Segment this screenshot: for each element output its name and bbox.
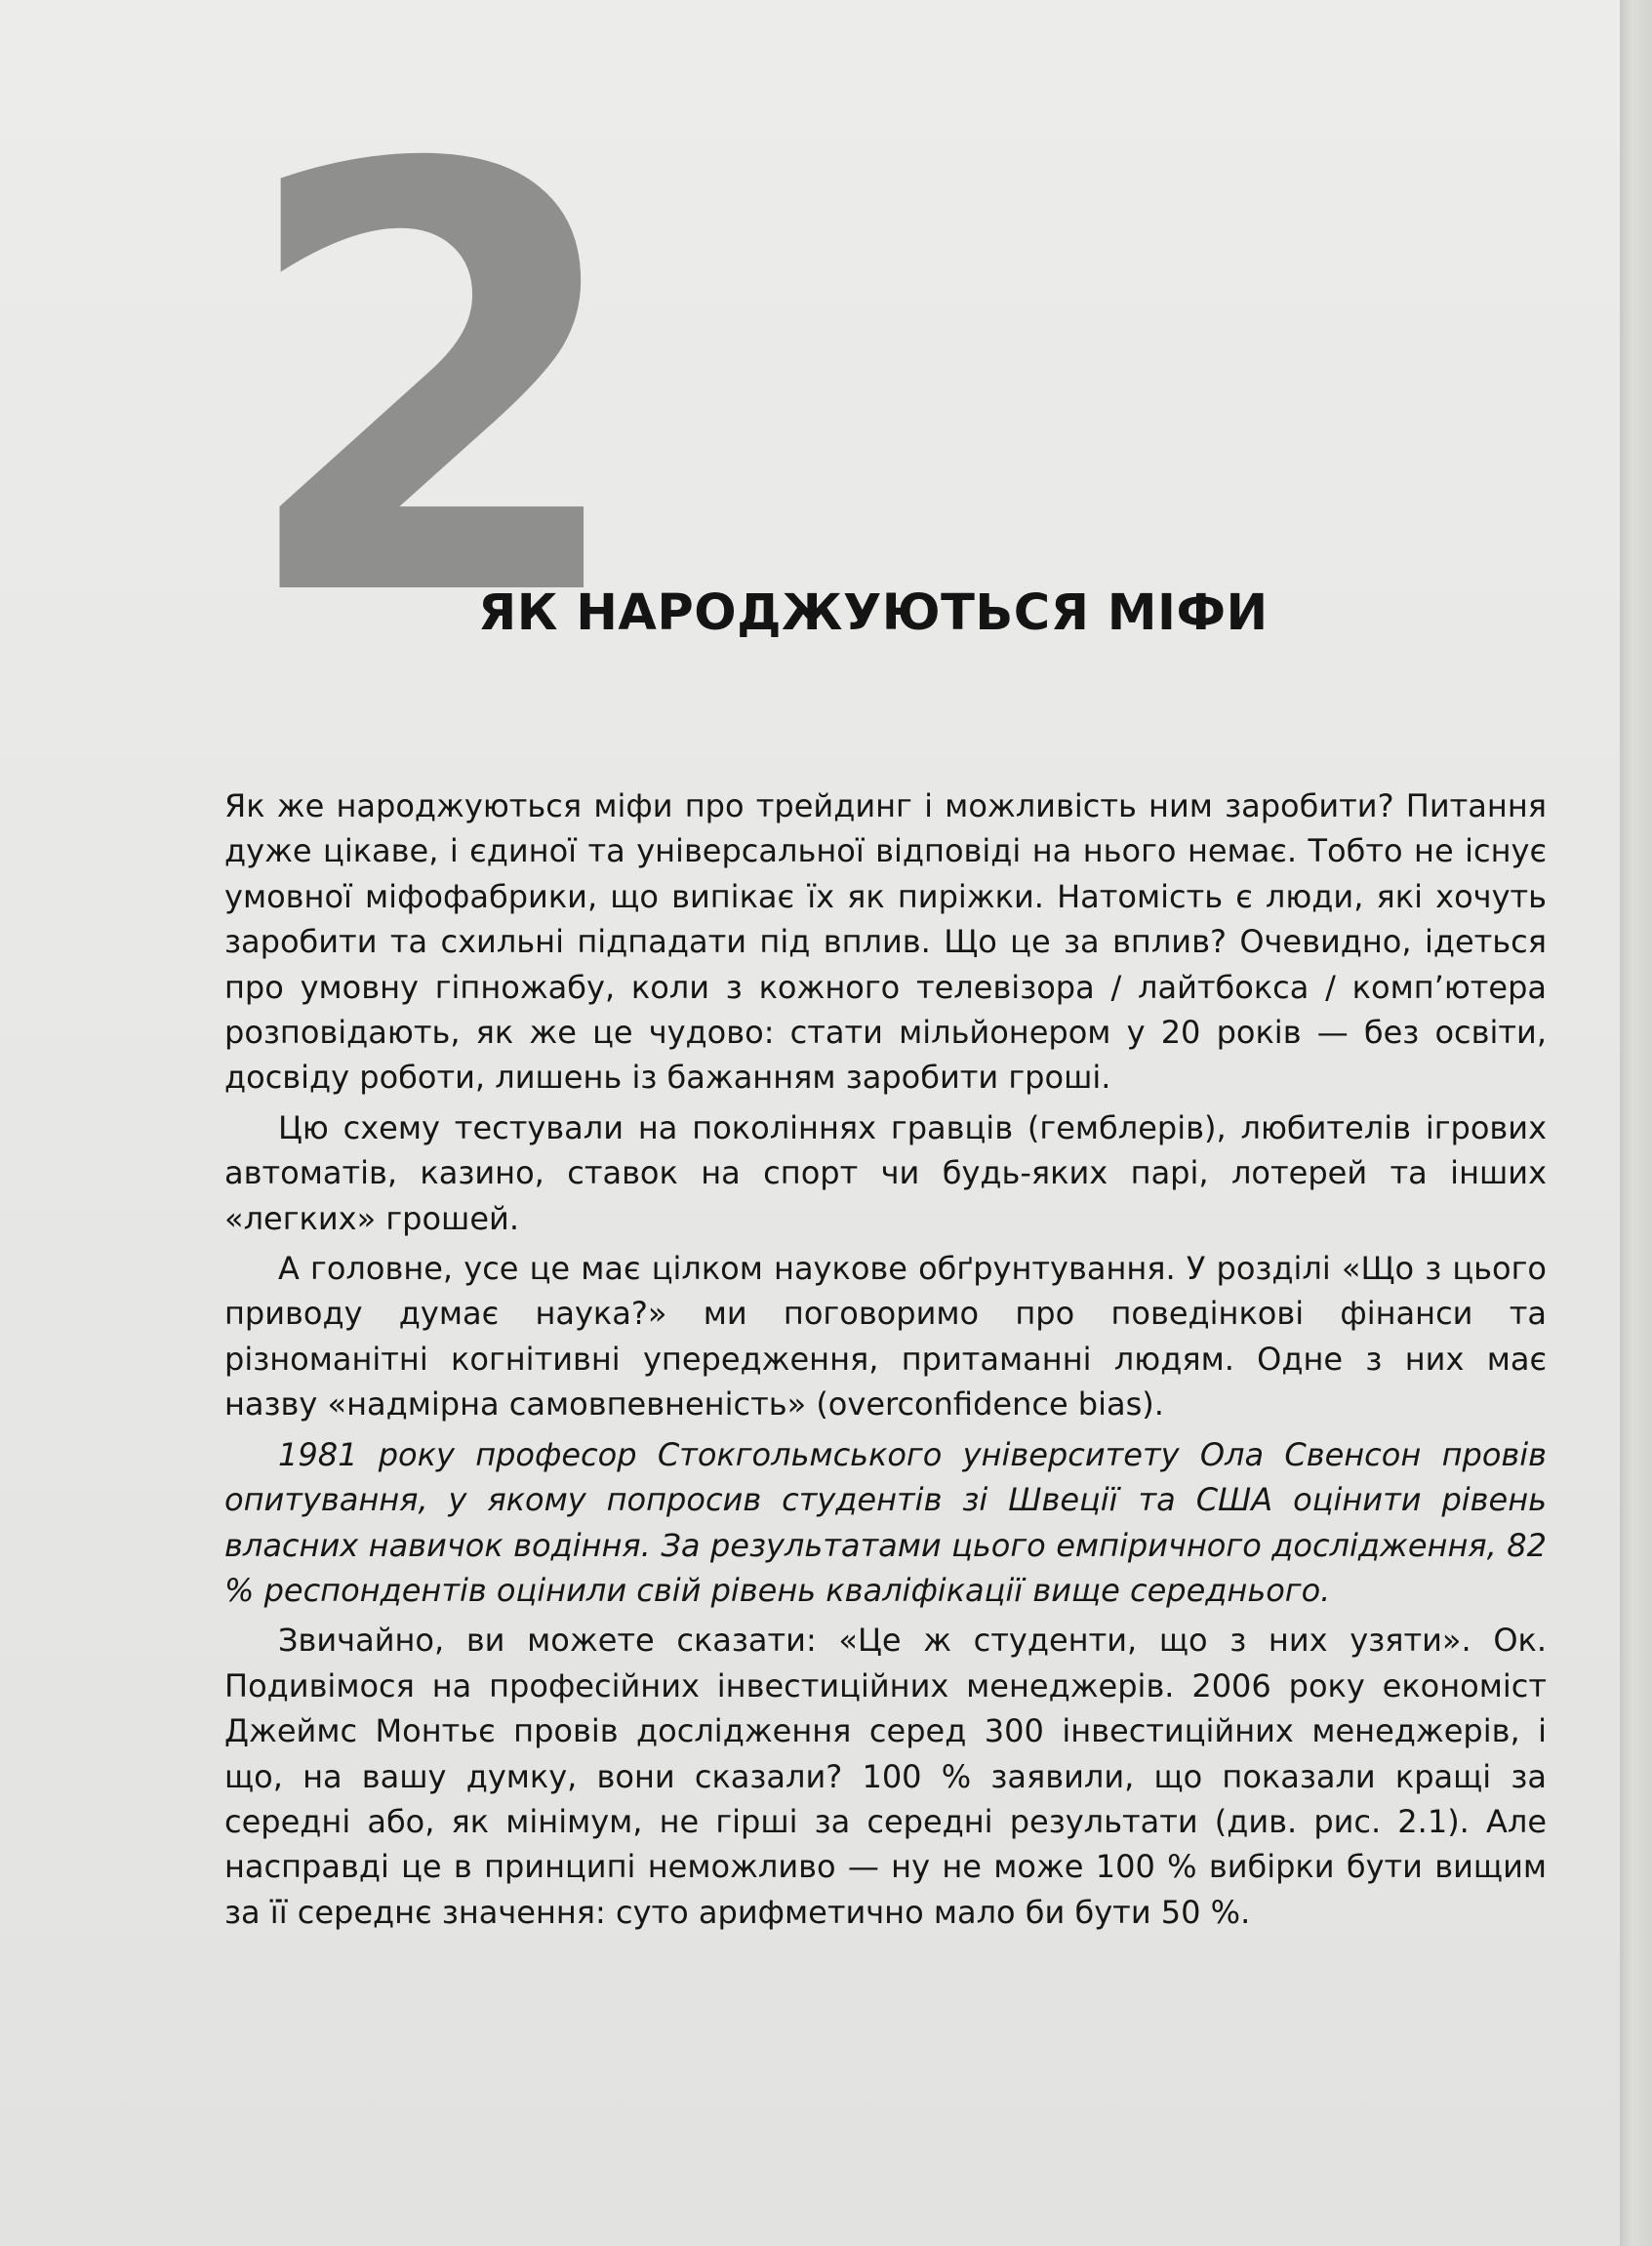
paragraph: Цю схему тестували на поколіннях гравців (гемблерів), любителів ігрових автоматів, казино, ставок на спорт чи будь-яких парі, лотерей та інших «легких» грошей. [224,1108,1547,1237]
chapter-title: ЯК НАРОДЖУЮТЬСЯ МІФИ [478,584,1269,642]
italic-paragraph: 1981 року професор Стокгольмського університету Ола Свенсон провів опитування, у якому попросив студентів зі Швеції та США оцінити рівень власних навичок водіння. За результатами цього емпіричного дослідження, 82 % респондентів оцінили свій рівень кваліфікації вище середнього. [224,1435,1547,1609]
chapter-number: 2 [234,44,625,726]
paragraph: Звичайно, ви можете сказати: «Це ж студенти, що з них узяти». Ок. Подивімося на професійних інвестиційних менеджерів. 2006 року економіст Джеймс Монтьє провів дослідження серед 300 інвестиційних менеджерів, і що, на вашу думку, вони сказали? 100 % заявили, що показали кращі за середні або, як мінімум, не гірші за середні результати (див. рис. 2.1). Але насправді це в принципі неможливо — ну не може 100 % вибірки бути вищим за її середнє значення: суто арифметично мало би бути 50 %. [224,1622,1547,1931]
body-text [224,783,1547,1940]
paragraph: А головне, усе це має цілком наукове обґрунтування. У розділі «Що з цього приводу думає наука?» ми поговоримо про поведінкові фінанси та різноманітні когнітивні упередження, притаманні людям. Одне з них має назву «надмірна самовпевненість» (overconfidence bias). [224,1250,1547,1424]
paragraph: Як же народжуються міфи про трейдинг і можливість ним заробити? Питання дуже цікаве, і єдиної та універсальної відповіді на нього немає. Тобто не існує умовної міфофабрики, що випікає їх як пиріжки. Натомість є люди, які хочуть заробити та схильні підпадати під вплив. Що це за вплив? Очевидно, ідеться про умовну гіпножабу, коли з кожного телевізора / лайтбокса / комп’ютера розповідають, як же це чудово: стати мільйонером у 20 років — без освіти, досвіду роботи, лишень із бажанням заробити гроші. [224,787,1547,1097]
page-edge [1620,0,1652,2246]
